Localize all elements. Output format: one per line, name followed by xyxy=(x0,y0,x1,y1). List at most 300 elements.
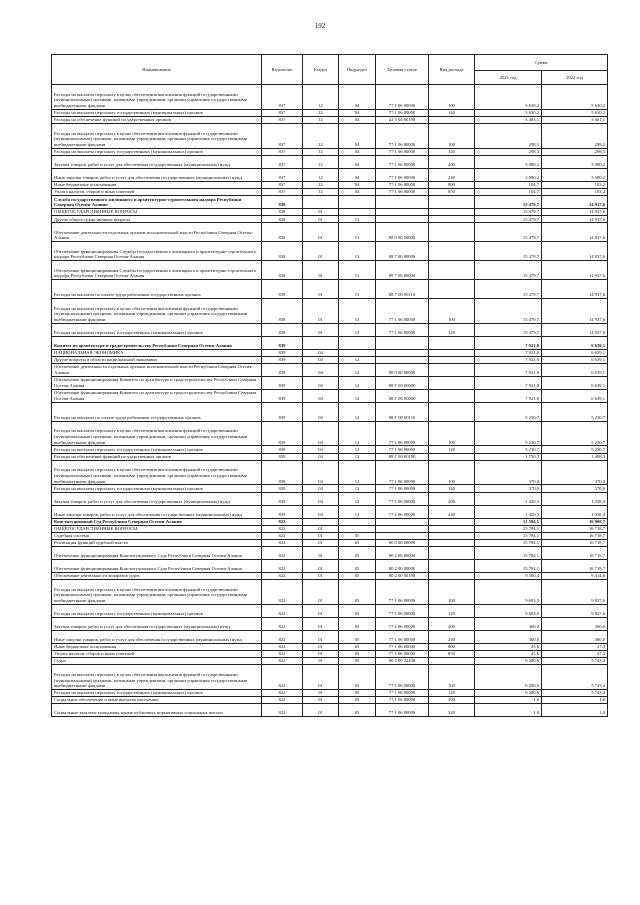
row-ved: 838 xyxy=(262,223,303,242)
row-name: Судебная система xyxy=(52,532,262,539)
row-razdel: 12 xyxy=(303,116,339,123)
row-2022: 14 937,6 xyxy=(542,298,608,323)
row-2021: 1 420,3 xyxy=(475,492,542,505)
row-name: Конституционный Суд Республики Северная Осетия-Алания xyxy=(52,518,262,525)
row-razdel: 04 xyxy=(303,376,339,389)
row-2022: 6 639,1 xyxy=(542,376,608,389)
table-row xyxy=(52,123,608,148)
table-row xyxy=(52,697,608,704)
row-cs: 88 0 00 00000 xyxy=(376,223,429,242)
row-ved: 822 xyxy=(262,665,303,690)
row-2021: 15 479,7 xyxy=(475,216,542,223)
row-podrazdel: 05 xyxy=(339,630,376,643)
row-name: Расходы на выплаты персоналу государственных (муниципальных) органов xyxy=(52,604,262,617)
row-cs xyxy=(376,349,429,356)
row-podrazdel xyxy=(339,209,376,216)
row-cs: 77 1 06 00000 xyxy=(376,643,429,650)
row-2021: 298,3 xyxy=(475,148,542,155)
header-year-2022: 2022 год xyxy=(542,71,608,85)
row-2022: 1 038,4 xyxy=(542,492,608,505)
row-razdel: 01 xyxy=(303,279,339,298)
row-vr: 100 xyxy=(429,460,475,485)
row-vr: 120 xyxy=(429,446,475,453)
row-razdel: 01 xyxy=(303,650,339,657)
row-2022: 3 080,2 xyxy=(542,155,608,168)
row-name: Расходы на обеспечение функций государственных органов xyxy=(52,453,262,460)
row-2021: 25,6 xyxy=(475,650,542,657)
row-2022: 1,0 xyxy=(542,704,608,717)
row-ved: 839 xyxy=(262,389,303,402)
row-podrazdel: 13 xyxy=(339,279,376,298)
row-ved: 839 xyxy=(262,363,303,376)
row-name: Иные бюджетные ассигнования xyxy=(52,643,262,650)
row-razdel: 04 xyxy=(303,363,339,376)
row-vr: 200 xyxy=(429,492,475,505)
row-podrazdel: 05 xyxy=(339,650,376,657)
row-cs: 80 0 00 00000 xyxy=(376,539,429,546)
row-name: Социальное обеспечение и иные выплаты населению xyxy=(52,697,262,704)
row-cs: 77 1 06 00000 xyxy=(376,123,429,148)
row-razdel xyxy=(303,336,339,349)
row-2021: 9 693,5 xyxy=(475,604,542,617)
row-ved: 838 xyxy=(262,261,303,280)
row-podrazdel: 04 xyxy=(339,123,376,148)
row-2021: 15 479,7 xyxy=(475,323,542,336)
row-cs xyxy=(376,356,429,363)
row-razdel: 04 xyxy=(303,492,339,505)
row-podrazdel xyxy=(339,349,376,356)
row-ved: 822 xyxy=(262,697,303,704)
row-ved: 838 xyxy=(262,242,303,261)
row-razdel: 04 xyxy=(303,421,339,446)
row-2022: 6 639,1 xyxy=(542,363,608,376)
row-cs: 77 1 06 00000 xyxy=(376,168,429,181)
table-row xyxy=(52,453,608,460)
row-2021: 360,0 xyxy=(475,630,542,643)
table-row xyxy=(52,460,608,485)
row-2022: 14 937,6 xyxy=(542,209,608,216)
row-cs: 77 1 06 00000 xyxy=(376,704,429,717)
row-podrazdel: 05 xyxy=(339,604,376,617)
row-ved: 822 xyxy=(262,532,303,539)
table-row xyxy=(52,389,608,402)
row-cs: 80 2 00 00000 xyxy=(376,546,429,559)
row-ved: 837 xyxy=(262,109,303,116)
row-vr xyxy=(429,559,475,572)
table-row xyxy=(52,323,608,336)
row-podrazdel: 05 xyxy=(339,658,376,665)
row-podrazdel: 13 xyxy=(339,323,376,336)
row-podrazdel: 04 xyxy=(339,148,376,155)
table-row xyxy=(52,116,608,123)
row-cs xyxy=(376,196,429,209)
row-2022: 298,3 xyxy=(542,148,608,155)
row-razdel: 12 xyxy=(303,188,339,195)
row-name: Расходы на выплаты персоналу в целях обеспечения выполнения функций государственными (муниципальными) органами, казенными учреждениями, органами управления государственными внебюджетными фондами xyxy=(52,298,262,323)
header-podrazdel: Подраздел xyxy=(339,55,376,85)
row-2022: 1 038,4 xyxy=(542,505,608,518)
row-razdel: 04 xyxy=(303,453,339,460)
row-name: ОБЩЕГОСУДАРСТВЕННЫЕ ВОПРОСЫ xyxy=(52,525,262,532)
row-2021: 7 921,0 xyxy=(475,376,542,389)
row-2021: 1 750,3 xyxy=(475,453,542,460)
row-vr xyxy=(429,518,475,525)
header-ved: Ведомство xyxy=(262,55,303,85)
row-ved: 822 xyxy=(262,617,303,630)
row-vr: 120 xyxy=(429,323,475,336)
row-podrazdel xyxy=(339,518,376,525)
row-vr xyxy=(429,196,475,209)
row-ved: 822 xyxy=(262,559,303,572)
row-vr: 100 xyxy=(429,298,475,323)
row-podrazdel: 05 xyxy=(339,532,376,539)
row-vr xyxy=(429,336,475,349)
row-name: Расходы на выплаты по оплате труда работников государственных органов xyxy=(52,279,262,298)
row-2022: 14 937,6 xyxy=(542,261,608,280)
row-vr xyxy=(429,216,475,223)
row-razdel: 01 xyxy=(303,630,339,643)
row-name: Закупка товаров, работ и услуг для обеспечения государственных (муниципальных) нужд xyxy=(52,155,262,168)
row-vr: 120 xyxy=(429,689,475,696)
table-row xyxy=(52,658,608,665)
row-razdel: 04 xyxy=(303,460,339,485)
table-row xyxy=(52,643,608,650)
row-vr xyxy=(429,261,475,280)
row-razdel: 01 xyxy=(303,704,339,717)
row-2022: 16 718,7 xyxy=(542,532,608,539)
row-podrazdel: 05 xyxy=(339,539,376,546)
row-2021: 1 420,3 xyxy=(475,505,542,518)
row-2022: 5 230,7 xyxy=(542,402,608,421)
row-2021: 15 479,7 xyxy=(475,279,542,298)
row-cs: 77 1 06 00000 xyxy=(376,617,429,630)
table-row xyxy=(52,532,608,539)
row-vr xyxy=(429,389,475,402)
row-razdel: 12 xyxy=(303,181,339,188)
row-ved: 822 xyxy=(262,643,303,650)
header-vr: Вид расхода xyxy=(429,55,475,85)
row-2022: 14 937,6 xyxy=(542,223,608,242)
row-name: Служба государственного жилищного и архитектурно-строительного надзора Республики Северная Осетия-Алания xyxy=(52,196,262,209)
row-2021: 25,6 xyxy=(475,643,542,650)
row-vr xyxy=(429,116,475,123)
row-ved: 822 xyxy=(262,704,303,717)
row-2021: 370,0 xyxy=(475,460,542,485)
row-2022: 27,3 xyxy=(542,643,608,650)
row-podrazdel: 05 xyxy=(339,580,376,605)
row-2021: 7 921,0 xyxy=(475,389,542,402)
row-ved: 822 xyxy=(262,689,303,696)
row-2021: 104,7 xyxy=(475,188,542,195)
table-row xyxy=(52,349,608,356)
row-ved: 839 xyxy=(262,492,303,505)
row-podrazdel: 12 xyxy=(339,446,376,453)
row-podrazdel: 04 xyxy=(339,155,376,168)
row-ved: 839 xyxy=(262,376,303,389)
row-ved: 839 xyxy=(262,446,303,453)
row-ved: 822 xyxy=(262,630,303,643)
row-ved: 822 xyxy=(262,658,303,665)
row-ved: 837 xyxy=(262,123,303,148)
row-podrazdel: 04 xyxy=(339,116,376,123)
row-vr xyxy=(429,539,475,546)
table-row xyxy=(52,188,608,195)
row-ved: 837 xyxy=(262,155,303,168)
row-ved: 837 xyxy=(262,116,303,123)
row-vr: 120 xyxy=(429,604,475,617)
row-ved: 822 xyxy=(262,604,303,617)
row-2022: 5 230,7 xyxy=(542,421,608,446)
header-summa: Сумма xyxy=(475,55,608,71)
row-vr: 800 xyxy=(429,643,475,650)
row-name: Комитет по архитектуре и градостроительству Республики Северная Осетия-Алания xyxy=(52,336,262,349)
table-row xyxy=(52,298,608,323)
row-2021: 298,3 xyxy=(475,123,542,148)
row-razdel: 01 xyxy=(303,546,339,559)
row-name: Обеспечение функционирования Комитета по архитектуре и градостроительству Республики Северная Осетия-Алания xyxy=(52,376,262,389)
row-2022: 5 230,7 xyxy=(542,446,608,453)
table-row xyxy=(52,630,608,643)
budget-table xyxy=(51,54,608,717)
row-razdel: 12 xyxy=(303,109,339,116)
table-row xyxy=(52,196,608,209)
row-name: Расходы на выплаты по оплате труда работников государственных органов xyxy=(52,402,262,421)
row-ved: 838 xyxy=(262,216,303,223)
row-name: Иные закупки товаров, работ и услуг для обеспечения государственных (муниципальных) нужд xyxy=(52,168,262,181)
row-2022: 298,3 xyxy=(542,123,608,148)
row-cs xyxy=(376,216,429,223)
row-name: Социальные выплаты гражданам, кроме публичных нормативных социальных выплат xyxy=(52,704,262,717)
row-podrazdel xyxy=(339,525,376,532)
table-row xyxy=(52,492,608,505)
row-cs: 77 1 06 00000 xyxy=(376,689,429,696)
row-2021: 15 784,1 xyxy=(475,546,542,559)
row-2022: 14 937,6 xyxy=(542,196,608,209)
row-2022: 5 630,2 xyxy=(542,109,608,116)
row-ved: 839 xyxy=(262,453,303,460)
row-name: Обеспечение функционирования Комитета по архитектуре и градостроительству Республики Северная Осетия-Алания xyxy=(52,389,262,402)
row-vr xyxy=(429,363,475,376)
row-podrazdel: 12 xyxy=(339,376,376,389)
row-cs: 77 1 06 00000 xyxy=(376,604,429,617)
row-2021: 9 300,4 xyxy=(475,572,542,579)
row-ved: 839 xyxy=(262,460,303,485)
row-ved: 822 xyxy=(262,546,303,559)
row-razdel: 01 xyxy=(303,539,339,546)
row-vr: 240 xyxy=(429,505,475,518)
row-ved: 822 xyxy=(262,650,303,657)
row-2021: 15 784,1 xyxy=(475,532,542,539)
table-row xyxy=(52,85,608,110)
row-razdel: 01 xyxy=(303,532,339,539)
row-2021: 15 784,1 xyxy=(475,525,542,532)
row-ved: 839 xyxy=(262,421,303,446)
row-ved: 839 xyxy=(262,402,303,421)
row-2022: 16 968,7 xyxy=(542,518,608,525)
table-row xyxy=(52,168,608,181)
row-2021: 7 921,0 xyxy=(475,336,542,349)
row-vr: 100 xyxy=(429,123,475,148)
row-2022: 103,2 xyxy=(542,181,608,188)
row-vr: 240 xyxy=(429,630,475,643)
row-vr xyxy=(429,356,475,363)
row-vr xyxy=(429,658,475,665)
row-2022: 360,0 xyxy=(542,617,608,630)
header-year-2021: 2021 год xyxy=(475,71,542,85)
row-name: Расходы на обеспечение функций государственных органов xyxy=(52,116,262,123)
row-ved: 837 xyxy=(262,181,303,188)
row-cs xyxy=(376,518,429,525)
row-name: Обеспечение функционирования Конституционного Суда Республики Северная Осетия-Алания xyxy=(52,546,262,559)
row-razdel: 12 xyxy=(303,155,339,168)
row-podrazdel: 13 xyxy=(339,261,376,280)
row-name: НАЦИОНАЛЬНАЯ ЭКОНОМИКА xyxy=(52,349,262,356)
row-cs: 22 5 04 00190 xyxy=(376,116,429,123)
table-row xyxy=(52,155,608,168)
row-cs: 77 1 06 00000 xyxy=(376,323,429,336)
row-vr: 320 xyxy=(429,704,475,717)
table-row xyxy=(52,376,608,389)
header-razdel: Раздел xyxy=(303,55,339,85)
row-ved: 838 xyxy=(262,196,303,209)
row-razdel: 01 xyxy=(303,580,339,605)
row-vr: 120 xyxy=(429,485,475,492)
table-row xyxy=(52,356,608,363)
row-vr xyxy=(429,525,475,532)
table-row xyxy=(52,572,608,579)
row-vr xyxy=(429,223,475,242)
row-name: Закупка товаров, работ и услуг для обеспечения государственных (муниципальных) нужд xyxy=(52,617,262,630)
row-vr xyxy=(429,532,475,539)
row-cs: 88 7 00 00110 xyxy=(376,279,429,298)
row-podrazdel: 13 xyxy=(339,242,376,261)
row-ved: 839 xyxy=(262,505,303,518)
row-name: Другие вопросы в области национальной экономики xyxy=(52,356,262,363)
row-2022: 6 639,1 xyxy=(542,336,608,349)
row-name: Уплата налогов, сборов и иных платежей xyxy=(52,188,262,195)
row-ved: 822 xyxy=(262,539,303,546)
row-razdel: 12 xyxy=(303,85,339,110)
row-podrazdel: 05 xyxy=(339,617,376,630)
row-ved: 822 xyxy=(262,580,303,605)
table-row xyxy=(52,518,608,525)
row-ved: 822 xyxy=(262,518,303,525)
row-podrazdel: 12 xyxy=(339,453,376,460)
row-podrazdel: 13 xyxy=(339,216,376,223)
row-name: Обеспечение функционирования Службы государственного жилищного и архитектурно-строительного надзора Республики Северная Осетия-Алания xyxy=(52,242,262,261)
row-ved: 838 xyxy=(262,209,303,216)
row-name: Реализация функций судебной власти xyxy=(52,539,262,546)
row-podrazdel: 12 xyxy=(339,492,376,505)
row-podrazdel: 12 xyxy=(339,460,376,485)
table-row xyxy=(52,505,608,518)
row-cs: 88 Г 00 00110 xyxy=(376,402,429,421)
row-razdel: 12 xyxy=(303,148,339,155)
row-vr xyxy=(429,376,475,389)
row-cs: 80 2 00 22440 xyxy=(376,658,429,665)
table-row xyxy=(52,181,608,188)
row-vr: 200 xyxy=(429,617,475,630)
row-vr: 850 xyxy=(429,188,475,195)
row-cs: 77 1 06 00000 xyxy=(376,181,429,188)
row-name: Расходы на выплаты персоналу государственных (муниципальных) органов xyxy=(52,689,262,696)
row-razdel: 01 xyxy=(303,209,339,216)
row-name: Расходы на выплаты персоналу государственных (муниципальных) органов xyxy=(52,446,262,453)
row-razdel: 01 xyxy=(303,665,339,690)
row-vr: 850 xyxy=(429,650,475,657)
row-cs: 77 1 06 00000 xyxy=(376,85,429,110)
row-razdel: 01 xyxy=(303,689,339,696)
row-podrazdel: 13 xyxy=(339,223,376,242)
row-ved: 839 xyxy=(262,349,303,356)
row-cs: 77 1 06 00000 xyxy=(376,188,429,195)
table-row xyxy=(52,223,608,242)
row-2021: 15 784,1 xyxy=(475,559,542,572)
row-ved: 837 xyxy=(262,85,303,110)
row-2022: 14 937,6 xyxy=(542,279,608,298)
row-ved: 822 xyxy=(262,525,303,532)
row-cs: 77 1 06 00000 xyxy=(376,630,429,643)
row-podrazdel xyxy=(339,196,376,209)
table-row xyxy=(52,148,608,155)
table-row xyxy=(52,665,608,690)
row-2022: 6 639,1 xyxy=(542,349,608,356)
row-vr: 100 xyxy=(429,421,475,446)
row-razdel: 01 xyxy=(303,261,339,280)
row-2022: 9 827,6 xyxy=(542,604,608,617)
row-name: Обеспечение деятельности аппаратов судов xyxy=(52,572,262,579)
table-row xyxy=(52,704,608,717)
row-name: Иные закупки товаров, работ и услуг для обеспечения государственных (муниципальных) нужд xyxy=(52,630,262,643)
row-vr xyxy=(429,572,475,579)
row-2021: 6 280,6 xyxy=(475,658,542,665)
row-2022: 5 743,4 xyxy=(542,665,608,690)
row-name: Обеспечение функционирования Конституционного Суда Республики Северная Осетия-Алания xyxy=(52,559,262,572)
table-row xyxy=(52,421,608,446)
table-row xyxy=(52,650,608,657)
row-podrazdel: 05 xyxy=(339,559,376,572)
row-podrazdel: 12 xyxy=(339,363,376,376)
row-2022: 1 408,4 xyxy=(542,453,608,460)
row-ved: 839 xyxy=(262,356,303,363)
row-name: Уплата налогов, сборов и иных платежей xyxy=(52,650,262,657)
row-name: Иные закупки товаров, работ и услуг для обеспечения государственных (муниципальных) нужд xyxy=(52,505,262,518)
row-razdel: 12 xyxy=(303,168,339,181)
row-name: Расходы на выплаты персоналу в целях обеспечения выполнения функций государственными (муниципальными) органами, казенными учреждениями, органами управления государственными внебюджетными фондами xyxy=(52,460,262,485)
row-podrazdel: 04 xyxy=(339,181,376,188)
row-cs: 80 2 00 00190 xyxy=(376,572,429,579)
row-2022: 14 937,6 xyxy=(542,242,608,261)
table-row xyxy=(52,580,608,605)
row-razdel: 12 xyxy=(303,123,339,148)
header-cs: Целевая статья xyxy=(376,55,429,85)
row-cs: 88 Г 00 00000 xyxy=(376,376,429,389)
row-vr: 300 xyxy=(429,697,475,704)
row-podrazdel: 05 xyxy=(339,546,376,559)
row-podrazdel: 05 xyxy=(339,689,376,696)
row-2021: 360,0 xyxy=(475,617,542,630)
row-ved: 837 xyxy=(262,148,303,155)
row-2022: 9 827,6 xyxy=(542,580,608,605)
row-name: Обеспечение функционирования Службы государственного жилищного и архитектурно-строительного надзора Республики Северная Осетия-Алания xyxy=(52,261,262,280)
row-podrazdel: 05 xyxy=(339,643,376,650)
row-podrazdel: 04 xyxy=(339,109,376,116)
row-ved: 838 xyxy=(262,298,303,323)
row-2022: 16 718,7 xyxy=(542,546,608,559)
table-row xyxy=(52,485,608,492)
row-razdel: 01 xyxy=(303,658,339,665)
row-2022: 5 743,4 xyxy=(542,689,608,696)
